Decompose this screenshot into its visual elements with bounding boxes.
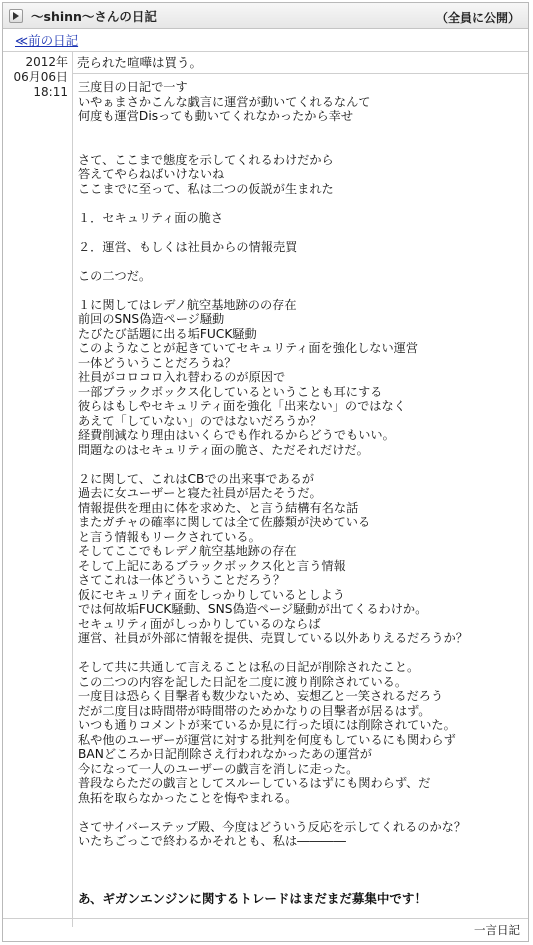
- body-line: この二つだ。: [78, 268, 152, 283]
- body-line: 運営、社員が外部に情報を提供、売買している以外ありえるだろうか？: [78, 631, 468, 645]
- body-line: そして上記にあるブラックボックス化と言う情報: [78, 558, 346, 573]
- body-line: 一体どういうことだろうね？: [78, 355, 237, 370]
- body-line: と言う情報もリークされている。: [78, 529, 261, 544]
- body-line: 三度目の日記で一す: [78, 80, 188, 94]
- entry-body: [73, 74, 528, 927]
- entry-date: [3, 52, 73, 927]
- body-line: 魚拓を取らなかったことを悔やまれる。: [78, 790, 298, 805]
- body-line: [78, 124, 524, 139]
- entry-subject: 売られた喧嘩は買う。: [73, 52, 528, 74]
- body-line: [78, 283, 524, 298]
- body-line: ２に関して、これはCBでの出来事であるが: [78, 471, 315, 486]
- body-line: そして共に共通して言えることは私の日記が削除されたこと。: [78, 660, 420, 674]
- body-line: 何度も運営Disっても動いてくれなかったから幸せ: [78, 109, 354, 123]
- body-line: さて、ここまで態度を示してくれるわけだから: [78, 152, 334, 167]
- diary-frame: [2, 2, 529, 942]
- body-line: BANどころか日記削除さえ行われなかったあの運営が: [78, 747, 372, 761]
- body-line: 今になって一人のユーザーの戯言を消しに走った。: [78, 761, 359, 776]
- entry-content: [73, 52, 528, 927]
- body-line: 私や他のユーザーが運営に対する批判を何度もしているにも関わらず: [78, 732, 456, 747]
- body-line: さてサイバーステップ殿、今度はどういう反応を示してくれるのかな？: [78, 819, 467, 834]
- body-line: では何故垢FUCK騒動、SNS偽造ページ騒動が出てくるわけか。: [78, 602, 428, 616]
- visibility-label: （全員に公開）: [435, 11, 520, 25]
- body-line: 情報提供を理由に体を求めた、と言う結構有名な話: [78, 500, 359, 515]
- diary-entry: [3, 52, 528, 927]
- body-line: [78, 457, 524, 472]
- body-line: だが二度目は時間帯が時間帯のためかなりの目撃者が居るはず。: [78, 703, 431, 718]
- body-line: １．セキュリティ面の脆さ: [78, 210, 224, 225]
- body-line: [78, 805, 524, 820]
- body-line: 彼らはもしやセキュリティ面を強化「出来ない」のではなく: [78, 399, 406, 413]
- body-line: [78, 254, 524, 269]
- body-line: [78, 225, 524, 240]
- footer-bar: [3, 918, 528, 941]
- body-line: 経費削減なり理由はいくらでも作れるからどうでもいい。: [78, 428, 395, 442]
- body-line: 社員がコロコロ入れ替わるのが原因で: [78, 370, 286, 384]
- body-line: 一度目は恐らく目撃者も数少ないため、妄想乙と一笑されるだろう: [78, 689, 444, 703]
- body-line: [78, 138, 524, 153]
- body-line: 普段ならただの戯言としてスルーしているはずにも関わらず、だ: [78, 776, 431, 790]
- body-line: あ、ギガンエンジンに関するトレードはまだまだ募集中です！: [78, 892, 427, 906]
- title-bar: [3, 3, 528, 29]
- body-line: セキュリティ面がしっかりしているのならば: [78, 616, 321, 631]
- body-line: １に関してはレデノ航空基地跡のの存在: [78, 297, 297, 312]
- body-line: [78, 863, 524, 878]
- body-line: 過去に女ユーザーと寝た社員が居たそうだ。: [78, 486, 322, 500]
- prev-diary-link[interactable]: ≪前の日記: [15, 33, 79, 48]
- body-line: 仮にセキュリティ面をしっかりしているとしよう: [78, 587, 345, 602]
- body-line: 前回のSNS偽造ページ騒動: [78, 312, 225, 326]
- play-triangle-icon[interactable]: [9, 9, 23, 23]
- body-line: さてこれは一体どういうことだろう？: [78, 573, 286, 587]
- body-line: またガチャの確率に関しては全て佐藤類が決めている: [78, 515, 371, 529]
- body-line: 問題なのはセキュリティ面の脆さ、ただそれだけだ。: [78, 442, 369, 457]
- body-line: いやぁまさかこんな戯言に運営が動いてくれるなんて: [78, 94, 371, 109]
- body-line: [78, 646, 524, 661]
- body-line: いつも通りコメントが来ているか見に行った頃には削除されていた。: [78, 718, 456, 732]
- body-line: この二つの内容を記した日記を二度に渡り削除されている。: [78, 674, 408, 689]
- entry-time: 18:11: [33, 85, 68, 99]
- body-line: [78, 196, 524, 211]
- body-line: そしてここでもレデノ航空基地跡の存在: [78, 544, 297, 558]
- body-line: [78, 849, 524, 864]
- body-line: このようなことが起きていてセキュリティ面を強化しない運営: [78, 341, 419, 355]
- body-line: 答えてやらねばいけないね: [78, 167, 225, 181]
- body-line: ここまでに至って、私は二つの仮説が生まれた: [78, 181, 334, 196]
- entry-year: 2012年: [25, 55, 68, 69]
- body-line: あえて「していない」のではないだろうか？: [78, 413, 322, 428]
- body-line: たびたび話題に出る垢FUCK騒動: [78, 326, 257, 341]
- diary-owner-title: 〜shinn〜さんの日記: [31, 8, 157, 24]
- body-line: ２．運営、もしくは社員からの情報売買: [78, 239, 298, 254]
- body-line: いたちごっこで終わるかそれとも、私は――――: [78, 834, 346, 848]
- body-line: [78, 878, 524, 893]
- one-line-diary-link[interactable]: 一言日記: [474, 923, 520, 937]
- entry-monthday: 06月06日: [13, 70, 68, 84]
- body-line: 一部ブラックボックス化しているということも耳にする: [78, 384, 383, 399]
- nav-row: [3, 29, 528, 52]
